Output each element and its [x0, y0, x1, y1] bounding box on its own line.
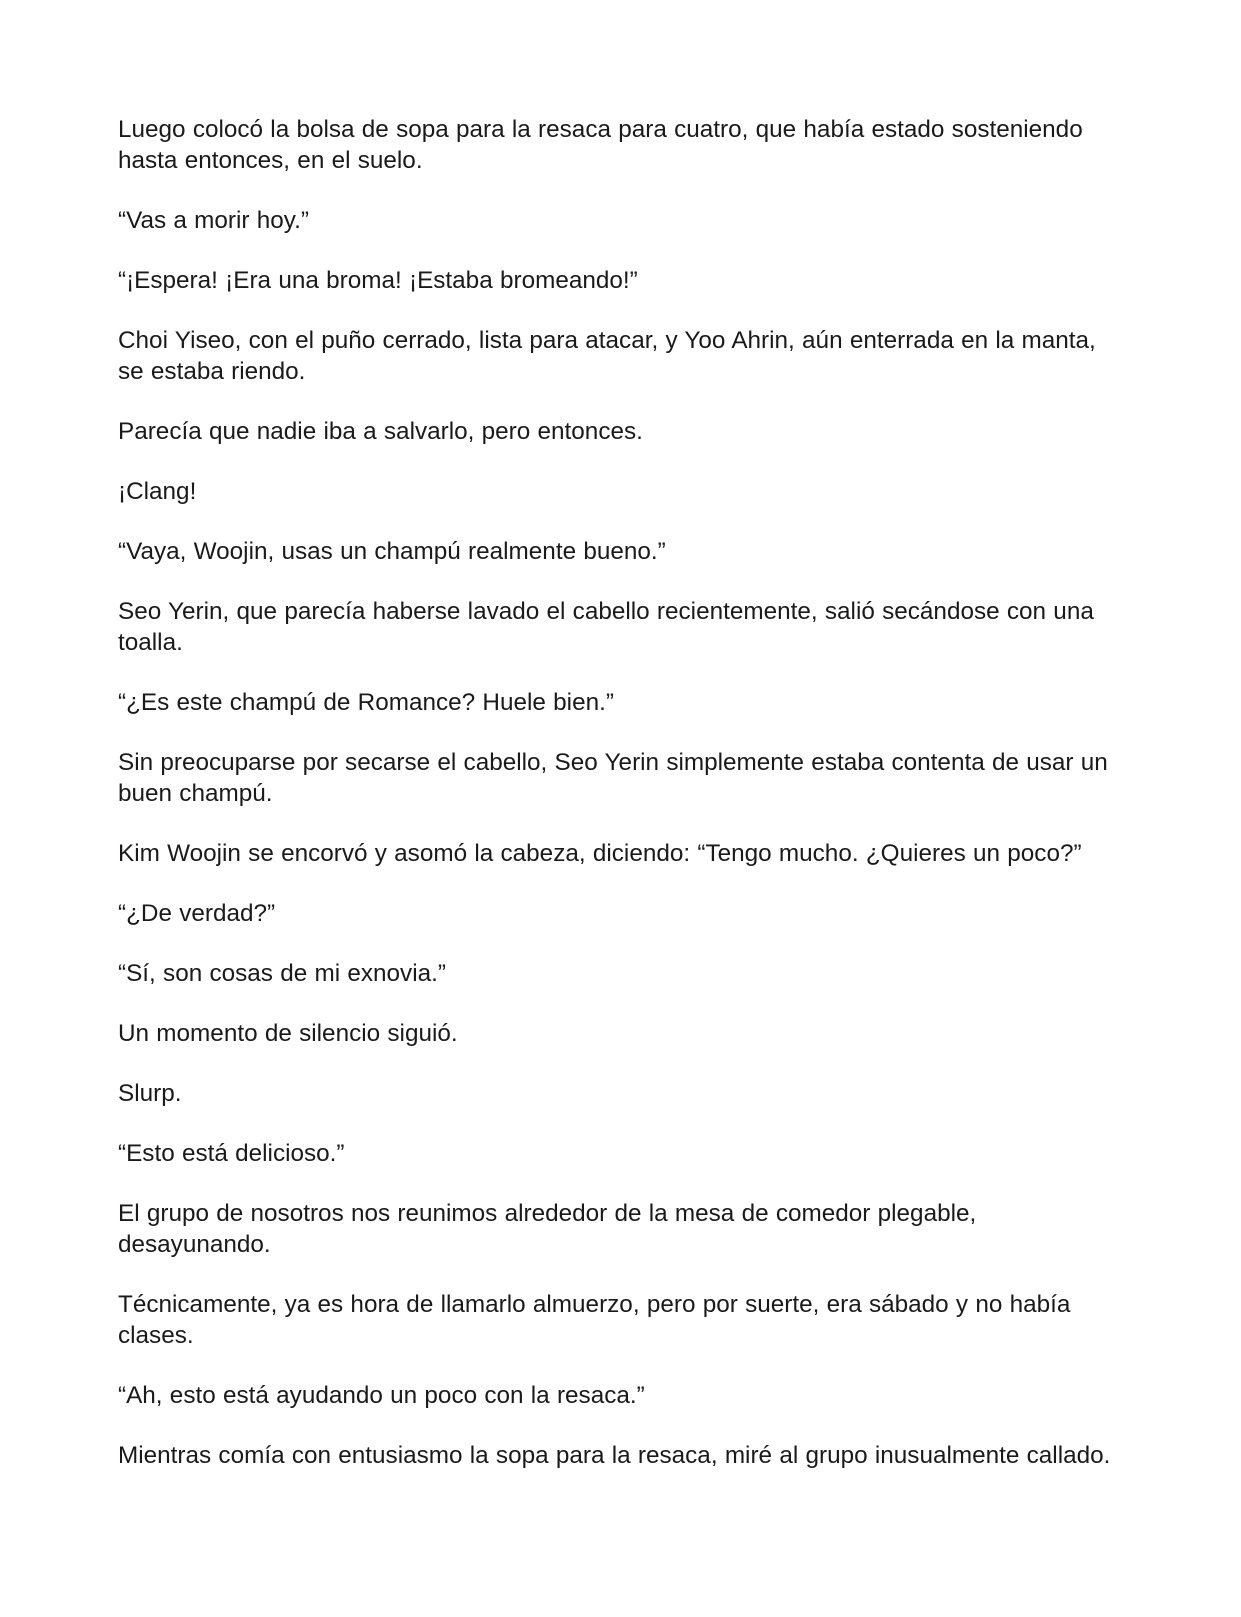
- paragraph-9: “¿Es este champú de Romance? Huele bien.”: [118, 689, 614, 716]
- paragraph-4: Choi Yiseo, con el puño cerrado, lista para atacar, y Yoo Ahrin, aún enterrada en la manta, se estaba riendo.: [118, 327, 1096, 385]
- paragraph-8: Seo Yerin, que parecía haberse lavado el cabello recientemente, salió secándose con una toalla.: [118, 598, 1094, 656]
- paragraph-1: Luego colocó la bolsa de sopa para la resaca para cuatro, que había estado sosteniendo hasta entonces, en el suelo.: [118, 116, 1083, 174]
- paragraph-15: Slurp.: [118, 1080, 182, 1107]
- paragraph-6: ¡Clang!: [118, 478, 197, 505]
- paragraph-7: “Vaya, Woojin, usas un champú realmente bueno.”: [118, 538, 666, 565]
- paragraph-12: “¿De verdad?”: [118, 900, 276, 927]
- paragraph-17: El grupo de nosotros nos reunimos alrededor de la mesa de comedor plegable, desayunando.: [118, 1200, 977, 1258]
- paragraph-20: Mientras comía con entusiasmo la sopa para la resaca, miré al grupo inusualmente callado.: [118, 1442, 1111, 1469]
- paragraph-10: Sin preocuparse por secarse el cabello, Seo Yerin simplemente estaba contenta de usar un buen champú.: [118, 749, 1108, 807]
- paragraph-5: Parecía que nadie iba a salvarlo, pero entonces.: [118, 418, 643, 445]
- paragraph-3: “¡Espera! ¡Era una broma! ¡Estaba bromeando!”: [118, 267, 638, 294]
- paragraph-18: Técnicamente, ya es hora de llamarlo almuerzo, pero por suerte, era sábado y no había clases.: [118, 1291, 1071, 1349]
- paragraph-11: Kim Woojin se encorvó y asomó la cabeza, diciendo: “Tengo mucho. ¿Quieres un poco?”: [118, 840, 1082, 867]
- paragraph-19: “Ah, esto está ayudando un poco con la resaca.”: [118, 1382, 645, 1409]
- paragraph-2: “Vas a morir hoy.”: [118, 207, 309, 234]
- paragraph-13: “Sí, son cosas de mi exnovia.”: [118, 960, 446, 987]
- paragraph-16: “Esto está delicioso.”: [118, 1140, 345, 1167]
- paragraph-14: Un momento de silencio siguió.: [118, 1020, 458, 1047]
